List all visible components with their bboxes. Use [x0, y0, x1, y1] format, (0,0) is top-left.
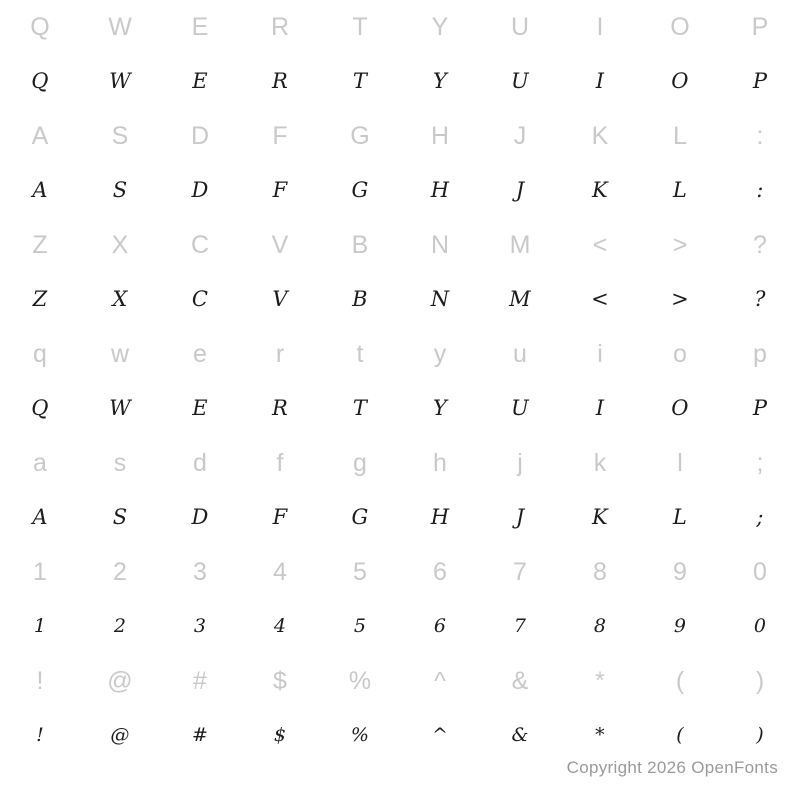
sample-glyph: J [515, 178, 525, 203]
sample-glyph: Z [32, 287, 48, 312]
reference-glyph: 8 [593, 557, 607, 586]
sample-glyph: Y [432, 396, 448, 421]
reference-glyph: O [670, 12, 690, 41]
sample-glyph: O [671, 396, 689, 421]
reference-glyph: > [672, 230, 688, 259]
sample-glyph: Q [31, 69, 49, 94]
reference-glyph: % [348, 666, 372, 695]
reference-glyph: & [511, 666, 529, 695]
reference-glyph: $ [273, 666, 287, 695]
reference-glyph: u [513, 339, 527, 368]
reference-glyph: < [592, 230, 608, 259]
sample-glyph: > [671, 287, 689, 312]
reference-glyph: U [510, 12, 530, 41]
sample-glyph: T [352, 396, 368, 421]
sample-glyph: 9 [673, 615, 687, 638]
sample-glyph: C [191, 287, 209, 312]
reference-glyph: F [272, 121, 288, 150]
sample-glyph: K [592, 505, 608, 530]
sample-glyph: R [271, 69, 288, 94]
reference-glyph: 9 [673, 557, 687, 586]
sample-glyph: & [511, 724, 529, 747]
sample-glyph: ! [36, 724, 44, 747]
reference-glyph: ) [755, 666, 765, 695]
reference-glyph: w [110, 339, 130, 368]
sample-glyph: N [430, 287, 450, 312]
reference-glyph: J [513, 121, 527, 150]
reference-glyph: j [517, 448, 523, 477]
reference-glyph: 0 [753, 557, 767, 586]
sample-glyph: ? [754, 287, 766, 312]
sample-glyph: 6 [433, 615, 447, 638]
reference-glyph: y [433, 339, 447, 368]
reference-glyph: K [591, 121, 609, 150]
reference-glyph: W [108, 12, 132, 41]
sample-glyph: 0 [753, 615, 767, 638]
sample-glyph: U [511, 69, 529, 94]
reference-glyph: 5 [353, 557, 367, 586]
reference-glyph: N [430, 230, 450, 259]
sample-glyph: ; [756, 505, 764, 530]
sample-glyph: % [350, 724, 370, 747]
sample-glyph: $ [273, 724, 287, 747]
reference-glyph: 6 [433, 557, 447, 586]
reference-glyph: 7 [513, 557, 527, 586]
reference-glyph: E [191, 12, 209, 41]
sample-glyph: W [109, 396, 131, 421]
sample-glyph: Y [432, 69, 448, 94]
sample-glyph: U [511, 396, 529, 421]
sample-glyph: ) [756, 724, 764, 747]
reference-glyph: q [33, 339, 47, 368]
sample-glyph: R [271, 396, 288, 421]
sample-glyph: 5 [353, 615, 367, 638]
reference-glyph: P [751, 12, 769, 41]
reference-glyph: T [352, 12, 368, 41]
sample-glyph: H [430, 178, 450, 203]
reference-glyph: 3 [193, 557, 207, 586]
reference-glyph: Z [32, 230, 48, 259]
sample-glyph: * [595, 724, 605, 747]
reference-glyph: l [677, 448, 683, 477]
sample-glyph: L [672, 505, 688, 530]
sample-glyph: : [756, 178, 764, 203]
reference-glyph: C [190, 230, 210, 259]
sample-glyph: < [591, 287, 609, 312]
sample-glyph: H [430, 505, 450, 530]
reference-glyph: h [433, 448, 447, 477]
reference-glyph: e [193, 339, 207, 368]
sample-glyph: T [352, 69, 368, 94]
reference-glyph: R [270, 12, 290, 41]
reference-glyph: * [595, 666, 605, 695]
sample-glyph: E [192, 396, 208, 421]
sample-glyph: F [272, 178, 288, 203]
reference-glyph: d [193, 448, 207, 477]
sample-glyph: ^ [431, 724, 449, 747]
sample-glyph: D [191, 505, 209, 530]
reference-glyph: ( [675, 666, 685, 695]
reference-glyph: H [430, 121, 450, 150]
reference-glyph: g [353, 448, 367, 477]
sample-glyph: 3 [193, 615, 207, 638]
reference-glyph: i [597, 339, 603, 368]
sample-glyph: O [671, 69, 689, 94]
copyright-notice: Copyright 2026 OpenFonts [566, 758, 778, 777]
sample-glyph: A [32, 178, 48, 203]
reference-glyph: 4 [273, 557, 287, 586]
reference-glyph: X [111, 230, 129, 259]
reference-glyph: k [593, 448, 607, 477]
reference-glyph: @ [107, 666, 133, 695]
sample-glyph: S [112, 505, 128, 530]
reference-glyph: Y [431, 12, 449, 41]
reference-glyph: S [111, 121, 129, 150]
reference-glyph: D [190, 121, 210, 150]
sample-glyph: J [515, 505, 525, 530]
sample-glyph: P [752, 396, 768, 421]
sample-glyph: D [191, 178, 209, 203]
sample-glyph: L [672, 178, 688, 203]
sample-glyph: 7 [513, 615, 527, 638]
reference-glyph: p [753, 339, 767, 368]
sample-glyph: E [192, 69, 208, 94]
reference-glyph: ? [753, 230, 767, 259]
sample-glyph: Q [31, 396, 49, 421]
sample-glyph: V [272, 287, 288, 312]
reference-glyph: s [113, 448, 127, 477]
sample-glyph: G [351, 178, 369, 203]
reference-glyph: r [275, 339, 285, 368]
sample-glyph: A [32, 505, 48, 530]
reference-glyph: f [276, 448, 284, 477]
sample-glyph: P [752, 69, 768, 94]
reference-glyph: Q [30, 12, 50, 41]
reference-glyph: : [756, 121, 764, 150]
sample-glyph: B [352, 287, 368, 312]
sample-glyph: ( [676, 724, 684, 747]
sample-glyph: 4 [273, 615, 287, 638]
sample-glyph: M [509, 287, 531, 312]
sample-glyph: @ [110, 724, 130, 747]
sample-glyph: W [109, 69, 131, 94]
sample-glyph: 1 [33, 615, 47, 638]
sample-glyph: G [351, 505, 369, 530]
sample-glyph: 2 [113, 615, 127, 638]
reference-glyph: I [596, 12, 604, 41]
reference-glyph: ! [36, 666, 44, 695]
sample-glyph: I [595, 69, 605, 94]
reference-glyph: M [509, 230, 531, 259]
sample-glyph: F [272, 505, 288, 530]
sample-glyph: # [191, 724, 209, 747]
reference-glyph: t [356, 339, 364, 368]
reference-glyph: 1 [33, 557, 47, 586]
sample-glyph: 8 [593, 615, 607, 638]
sample-glyph: K [592, 178, 608, 203]
reference-glyph: B [351, 230, 369, 259]
reference-glyph: ^ [434, 666, 446, 695]
sample-glyph: I [595, 396, 605, 421]
reference-glyph: A [31, 121, 49, 150]
reference-glyph: ; [756, 448, 764, 477]
reference-glyph: V [271, 230, 289, 259]
reference-glyph: a [33, 448, 47, 477]
reference-glyph: 2 [113, 557, 127, 586]
sample-glyph: X [112, 287, 128, 312]
reference-glyph: L [673, 121, 687, 150]
reference-glyph: # [193, 666, 207, 695]
sample-glyph: S [112, 178, 128, 203]
reference-glyph: G [350, 121, 370, 150]
reference-glyph: o [673, 339, 687, 368]
